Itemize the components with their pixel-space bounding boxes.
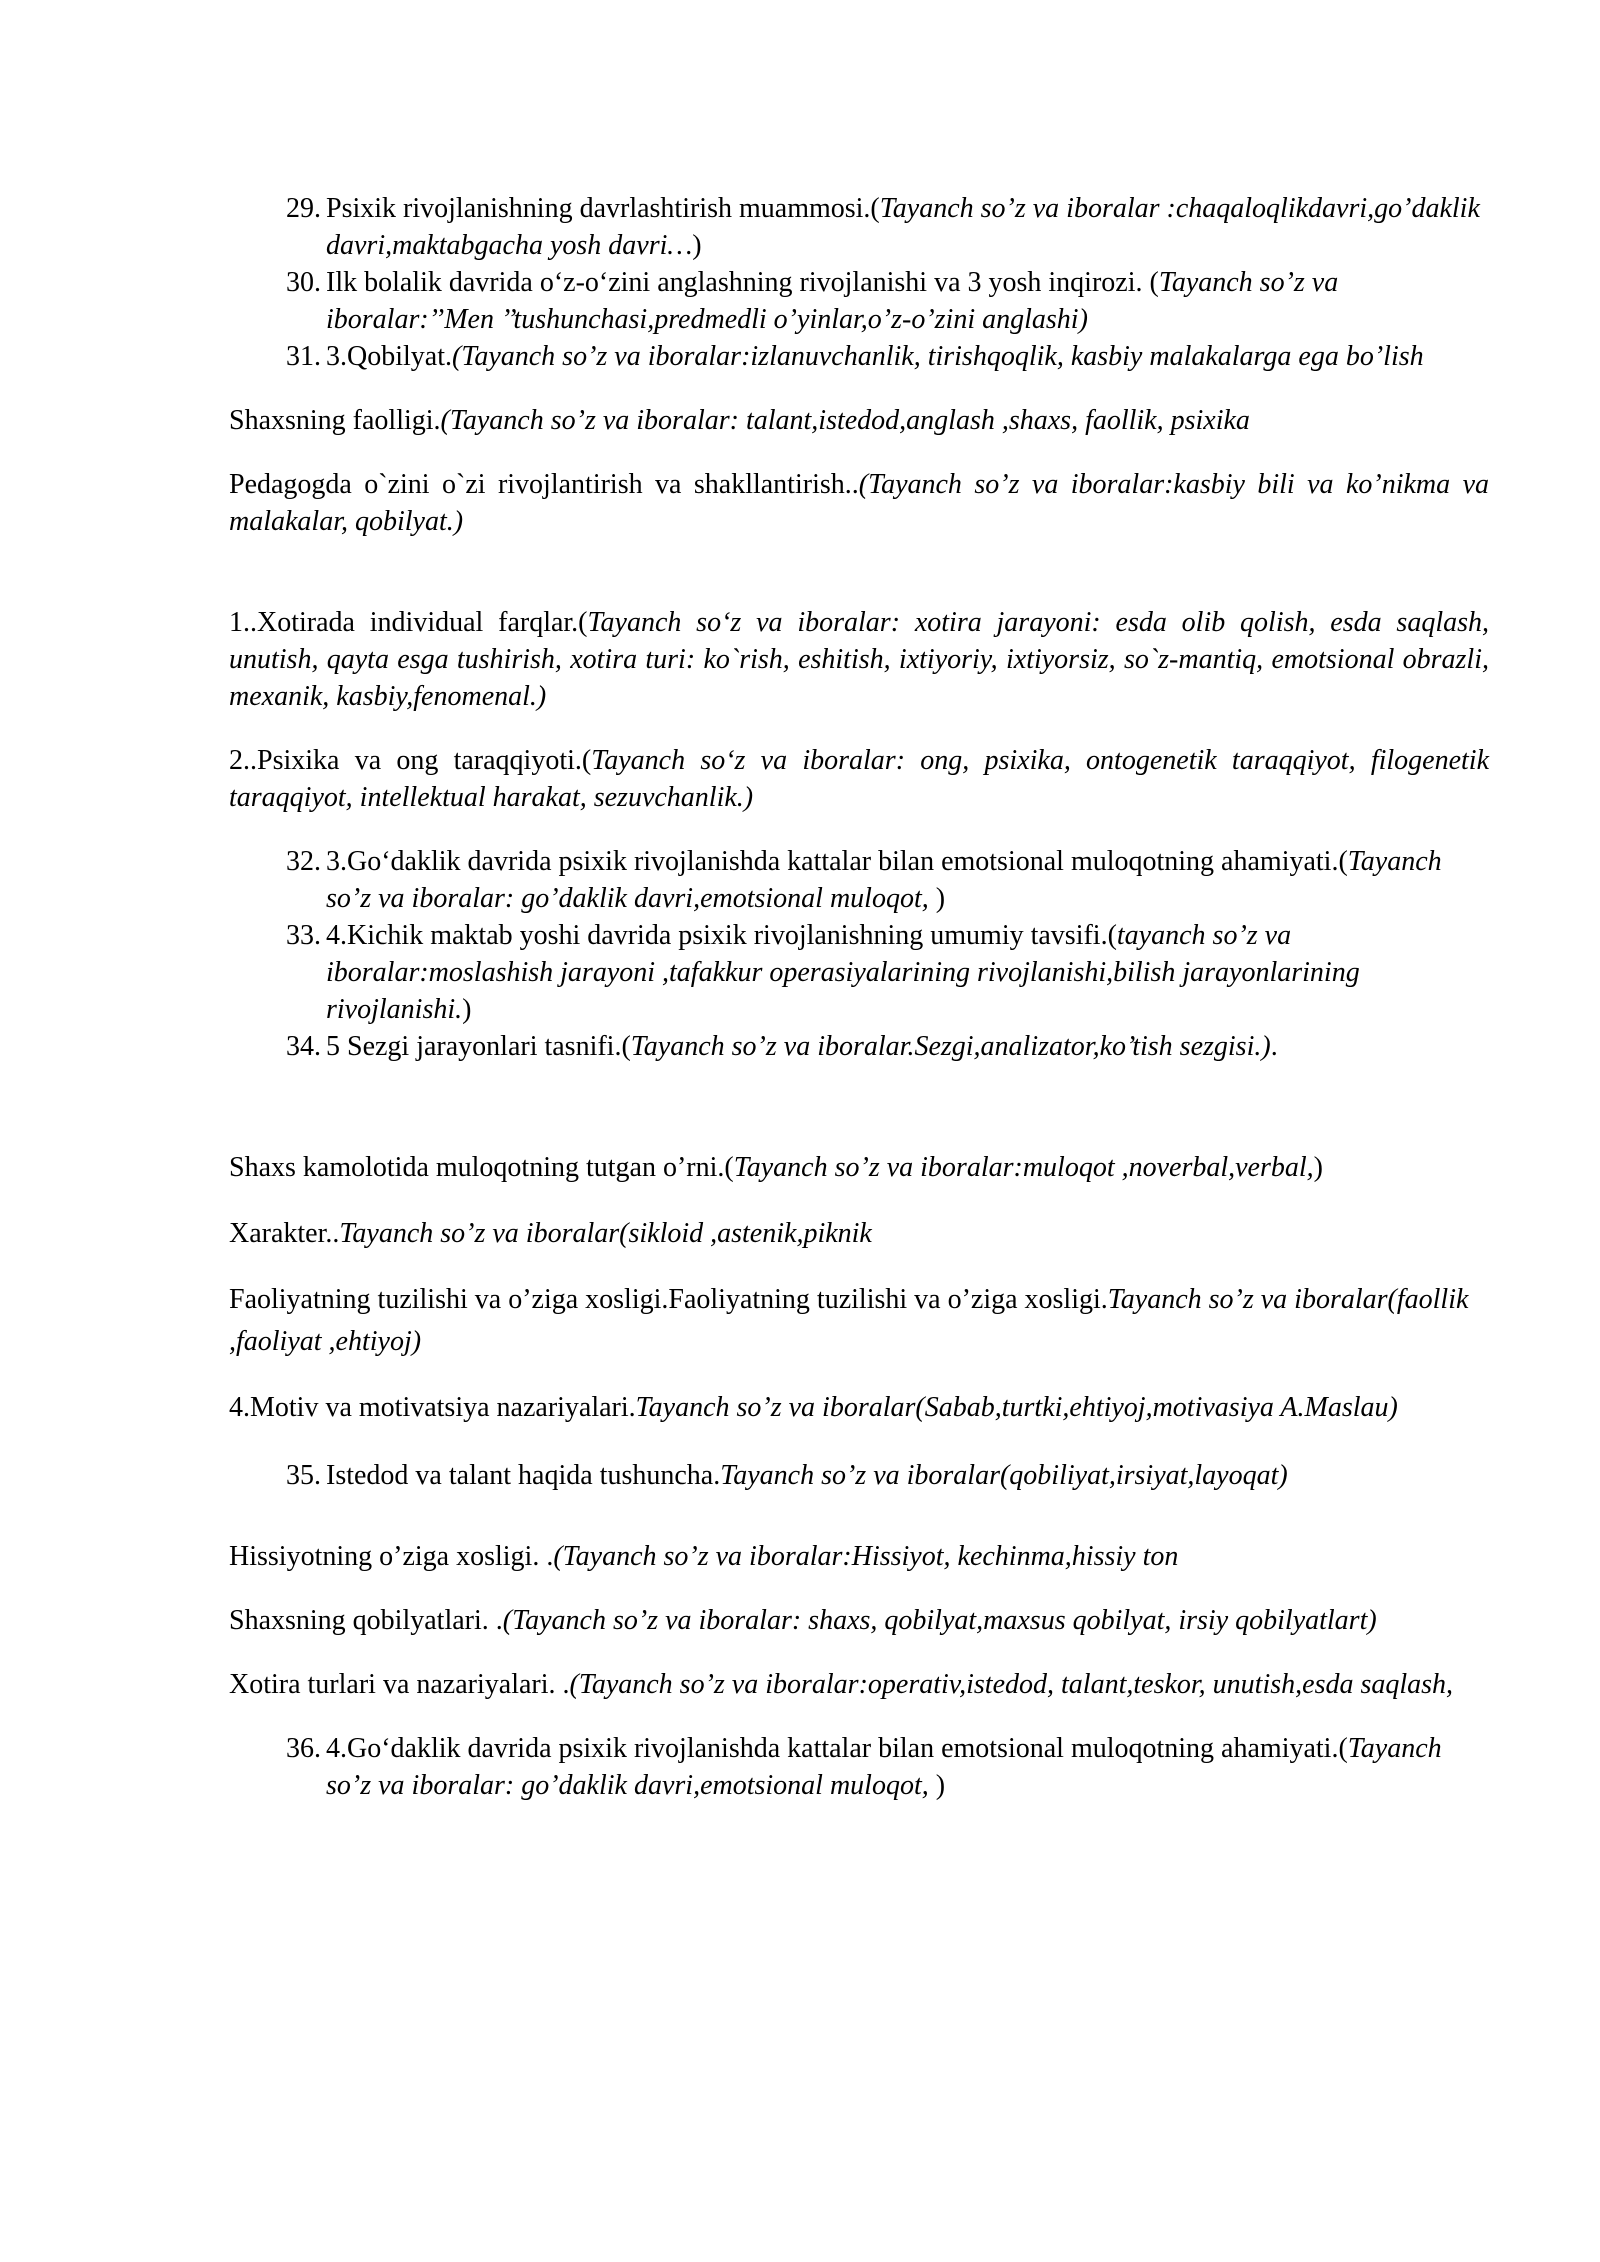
item-text: 3.Go‘daklik davrida psixik rivojlanishda kattalar bilan emotsional muloqotning ahamiyati.( bbox=[326, 846, 1348, 877]
para-text: 4.Motiv va motivatsiya nazariyalari. bbox=[229, 1392, 636, 1423]
item-keywords: Tayanch so’z va iboralar(qobiliyat,irsiyat,layoqat) bbox=[720, 1460, 1288, 1491]
paragraph-shaxs-faolligi bbox=[229, 402, 1489, 439]
para-text: Shaxsning qobilyatlari. . bbox=[229, 1605, 503, 1636]
numbered-list-3 bbox=[229, 1457, 1489, 1494]
item-number: 29. bbox=[286, 193, 321, 224]
item-keywords: Tayanch so’z va iboralar: go’daklik davri,emotsional muloqot, bbox=[326, 1733, 1442, 1801]
item-number: 31. bbox=[286, 341, 321, 372]
item-number: 36. bbox=[286, 1733, 321, 1764]
item-text: 4.Go‘daklik davrida psixik rivojlanishda kattalar bilan emotsional muloqotning ahamiyati.( bbox=[326, 1733, 1348, 1764]
item-text: Psixik rivojlanishning davrlashtirish muammosi.( bbox=[326, 193, 880, 224]
item-tail: ) bbox=[928, 883, 946, 914]
item-tail: ) bbox=[928, 1770, 946, 1801]
numbered-list-4 bbox=[229, 1730, 1489, 1804]
para-keywords: Tayanch so’z va iboralar(faollik ,faoliyat ,ehtiyoj) bbox=[229, 1284, 1469, 1357]
item-keywords: (Tayanch so’z va iboralar:izlanuvchanlik, tirishqoqlik, kasbiy malakalarga ega bo’lish bbox=[452, 341, 1424, 372]
paragraph-motiv bbox=[229, 1387, 1489, 1429]
para-text: Hissiyotning o’ziga xosligi. . bbox=[229, 1541, 554, 1572]
item-keywords: Tayanch so’z va iboralar :chaqaloqlikdavri,go’daklik davri,maktabgacha yosh davri… bbox=[326, 193, 1480, 261]
item-text: Istedod va talant haqida tushuncha. bbox=[326, 1460, 721, 1491]
paragraph-psixika-ong bbox=[229, 742, 1489, 816]
list-item-31 bbox=[229, 338, 1489, 375]
para-keywords: (Tayanch so’z va iboralar:operativ,istedod, talant,teskor, unutish,esda saqlash, bbox=[569, 1669, 1454, 1700]
item-keywords: Tayanch so’z va iboralar: go’daklik davri,emotsional muloqot, bbox=[326, 846, 1442, 914]
paragraph-faoliyat bbox=[229, 1279, 1489, 1363]
para-keywords: (Tayanch so’z va iboralar: talant,istedod,anglash ,shaxs, faollik, psixika bbox=[440, 405, 1250, 436]
item-number: 35. bbox=[286, 1460, 321, 1491]
item-keywords: Tayanch so’z va iboralar:’’Men ’’tushunchasi,predmedli o’yinlar,o’z-o’zini anglashi) bbox=[326, 267, 1339, 335]
item-text: 4.Kichik maktab yoshi davrida psixik rivojlanishning umumiy tavsifi.( bbox=[326, 920, 1117, 951]
list-item-33 bbox=[229, 917, 1489, 1028]
list-item-34 bbox=[229, 1028, 1489, 1065]
para-text: Shaxsning faolligi. bbox=[229, 405, 441, 436]
para-text: 2..Psixika va ong taraqqiyoti.( bbox=[229, 745, 592, 776]
item-number: 32. bbox=[286, 846, 321, 877]
para-keywords: Tayanch so‘z va iboralar: xotira jarayoni: esda olib qolish, esda saqlash, unutish, qayta esga tushirish, xotira turi: ko`rish, eshitish, ixtiyoriy, ixtiyorsiz, so`z-mantiq, emotsional obrazli, mexanik, kasbiy,fenomenal.) bbox=[229, 607, 1490, 712]
paragraph-hissiyot bbox=[229, 1538, 1489, 1575]
para-keywords: Tayanch so‘z va iboralar: ong, psixika, ontogenetik taraqqiyot, filogenetik taraqqiyot, intellektual harakat, sezuvchanlik.) bbox=[229, 745, 1489, 813]
para-tail: ) bbox=[1313, 1152, 1323, 1183]
para-keywords: (Tayanch so’z va iboralar:Hissiyot, kechinma,hissiy ton bbox=[553, 1541, 1179, 1572]
document-page bbox=[229, 190, 1489, 1804]
item-tail: . bbox=[1270, 1031, 1278, 1062]
para-keywords: Tayanch so’z va iboralar(sikloid ,astenik,piknik bbox=[339, 1218, 872, 1249]
list-item-29 bbox=[229, 190, 1489, 264]
item-text: 5 Sezgi jarayonlari tasnifi.( bbox=[326, 1031, 631, 1062]
para-text: Faoliyatning tuzilishi va o’ziga xosligi.Faoliyatning tuzilishi va o’ziga xosligi. bbox=[229, 1284, 1108, 1315]
paragraph-muloqot bbox=[229, 1147, 1489, 1189]
item-keywords: Tayanch so’z va iboralar.Sezgi,analizator,ko’tish sezgisi.) bbox=[630, 1031, 1271, 1062]
list-item-30 bbox=[229, 264, 1489, 338]
item-keywords: tayanch so’z va iboralar:moslashish jarayoni ,tafakkur operasiyalarining rivojlanishi,bilish jarayonlarining rivojlanishi. bbox=[326, 920, 1360, 1025]
numbered-list-1 bbox=[229, 190, 1489, 375]
para-text: Xarakter.. bbox=[229, 1218, 340, 1249]
para-keywords: (Tayanch so’z va iboralar: shaxs, qobilyat,maxsus qobilyat, irsiy qobilyatlart) bbox=[502, 1605, 1377, 1636]
item-tail: ) bbox=[462, 994, 472, 1025]
list-item-32 bbox=[229, 843, 1489, 917]
list-item-35 bbox=[229, 1457, 1489, 1494]
item-number: 34. bbox=[286, 1031, 321, 1062]
item-text: 3.Qobilyat. bbox=[326, 341, 452, 372]
paragraph-pedagog bbox=[229, 466, 1489, 540]
item-number: 30. bbox=[286, 267, 321, 298]
paragraph-xotira-turlari bbox=[229, 1666, 1489, 1703]
item-text: Ilk bolalik davrida o‘z-o‘zini anglashning rivojlanishi va 3 yosh inqirozi. ( bbox=[326, 267, 1159, 298]
paragraph-qobilyatlar bbox=[229, 1602, 1489, 1639]
item-tail: ) bbox=[692, 230, 702, 261]
para-keywords: (Tayanch so’z va iboralar:kasbiy bili va ko’nikma va malakalar, qobilyat.) bbox=[229, 469, 1489, 537]
para-keywords: Tayanch so’z va iboralar:muloqot ,noverbal,verbal, bbox=[733, 1152, 1314, 1183]
paragraph-xotira-farqlar bbox=[229, 604, 1489, 715]
para-text: Pedagogda o`zini o`zi rivojlantirish va shakllantirish.. bbox=[229, 469, 859, 500]
para-text: 1..Xotirada individual farqlar.( bbox=[229, 607, 588, 638]
paragraph-xarakter bbox=[229, 1213, 1489, 1255]
item-number: 33. bbox=[286, 920, 321, 951]
para-text: Shaxs kamolotida muloqotning tutgan o’rni.( bbox=[229, 1152, 734, 1183]
numbered-list-2 bbox=[229, 843, 1489, 1065]
para-keywords: Tayanch so’z va iboralar(Sabab,turtki,ehtiyoj,motivasiya A.Maslau) bbox=[635, 1392, 1398, 1423]
list-item-36 bbox=[229, 1730, 1489, 1804]
para-text: Xotira turlari va nazariyalari. . bbox=[229, 1669, 570, 1700]
